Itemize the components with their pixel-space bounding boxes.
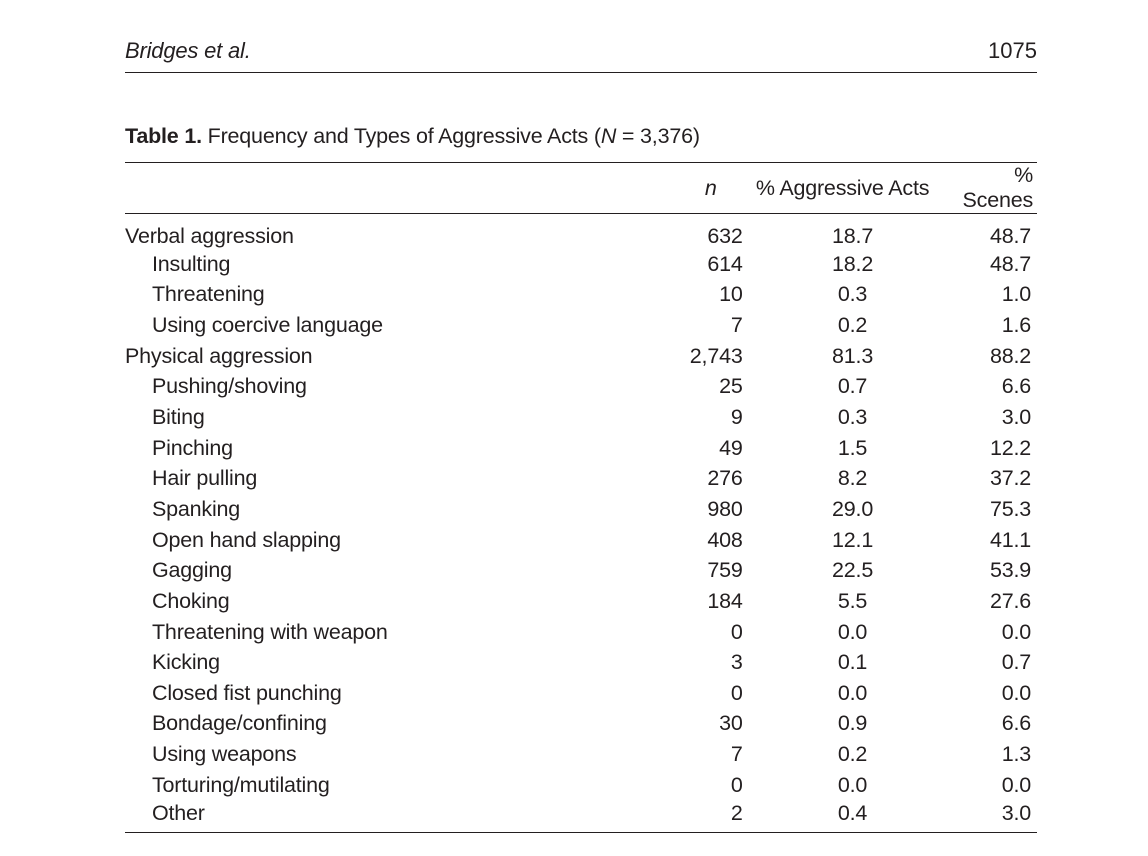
row-label: Threatening <box>152 282 265 307</box>
row-pct-scenes-value: 3.0 <box>1001 405 1031 430</box>
row-label: Verbal aggression <box>125 224 294 248</box>
row-pct-acts-value: 0.0 <box>837 619 868 644</box>
table-header <box>125 163 1037 214</box>
row-pct-acts-value: 0.3 <box>837 282 868 307</box>
row-n-value: 3 <box>730 650 743 675</box>
row-n-value: 10 <box>719 282 743 307</box>
row-pct-scenes-value: 48.7 <box>989 251 1031 276</box>
row-label: Choking <box>152 588 230 613</box>
row-pct-scenes-value: 3.0 <box>1001 800 1031 825</box>
table-caption-tail: = 3,376) <box>616 124 700 148</box>
row-pct-scenes-value: 1.3 <box>1001 742 1031 767</box>
table-row <box>125 214 1037 250</box>
row-label: Insulting <box>152 251 231 276</box>
row-label: Closed fist punching <box>152 680 342 705</box>
row-label: Pushing/shoving <box>152 374 307 399</box>
row-n-value: 2 <box>730 800 743 825</box>
row-label: Open hand slapping <box>152 527 341 552</box>
table-row <box>125 678 1037 709</box>
row-n-value: 632 <box>707 224 743 248</box>
row-pct-scenes-value: 48.7 <box>989 224 1031 248</box>
row-pct-scenes-value: 53.9 <box>989 558 1031 583</box>
row-pct-acts-value: 1.5 <box>837 435 868 460</box>
row-label: Biting <box>152 405 205 430</box>
row-pct-scenes-value: 1.0 <box>1001 282 1031 307</box>
page-header <box>125 34 1037 73</box>
row-n-value: 408 <box>707 527 743 552</box>
row-pct-scenes-value: 27.6 <box>989 588 1031 613</box>
table-caption <box>125 124 700 149</box>
row-pct-acts-value: 81.3 <box>832 343 874 368</box>
row-pct-acts-value: 0.0 <box>837 680 868 705</box>
row-pct-scenes-value: 6.6 <box>1001 711 1031 736</box>
row-label: Threatening with weapon <box>152 619 388 644</box>
row-n-value: 49 <box>719 435 743 460</box>
table-caption-label: Table 1. <box>125 124 202 148</box>
row-pct-scenes-value: 0.0 <box>1001 680 1031 705</box>
row-label: Torturing/mutilating <box>152 772 330 797</box>
column-header-pct-scenes: % Scenes <box>962 163 1034 212</box>
row-n-value: 184 <box>707 588 743 613</box>
table-row <box>125 586 1037 617</box>
table-body <box>125 214 1037 833</box>
row-pct-acts-value: 0.2 <box>837 313 868 338</box>
table-row <box>125 402 1037 433</box>
row-pct-scenes-value: 0.0 <box>1001 772 1031 797</box>
table-row <box>125 617 1037 648</box>
row-pct-acts-value: 5.5 <box>837 588 868 613</box>
table-row <box>125 494 1037 525</box>
row-n-value: 276 <box>707 466 743 491</box>
table-row <box>125 709 1037 740</box>
row-n-value: 30 <box>719 711 743 736</box>
row-pct-scenes-value: 12.2 <box>989 435 1031 460</box>
row-pct-acts-value: 12.1 <box>832 527 874 552</box>
row-pct-acts-value: 8.2 <box>837 466 868 491</box>
table-row <box>125 280 1037 311</box>
column-header-label <box>125 163 512 214</box>
row-pct-acts-value: 0.2 <box>837 742 868 767</box>
row-pct-acts-value: 18.2 <box>832 251 874 276</box>
row-n-value: 25 <box>719 374 743 399</box>
row-pct-acts-value: 29.0 <box>832 496 874 521</box>
row-pct-acts-value: 18.7 <box>832 224 874 248</box>
table-row <box>125 555 1037 586</box>
row-pct-scenes-value: 0.7 <box>1001 650 1031 675</box>
row-pct-acts-value: 0.0 <box>837 772 868 797</box>
table-row <box>125 372 1037 403</box>
row-label: Using weapons <box>152 742 297 767</box>
row-label: Using coercive language <box>152 313 383 338</box>
row-label: Hair pulling <box>152 466 258 491</box>
row-pct-scenes-value: 41.1 <box>989 527 1031 552</box>
column-header-pct-acts: % Aggressive Acts <box>755 175 930 200</box>
row-label: Gagging <box>152 558 232 583</box>
row-n-value: 0 <box>730 680 743 705</box>
row-pct-scenes-value: 75.3 <box>989 496 1031 521</box>
row-n-value: 614 <box>707 251 743 276</box>
row-pct-acts-value: 0.7 <box>837 374 868 399</box>
table-header-row <box>125 163 1037 214</box>
table-caption-text: Frequency and Types of Aggressive Acts ( <box>201 124 601 148</box>
row-pct-acts-value: 22.5 <box>832 558 874 583</box>
row-n-value: 7 <box>730 313 743 338</box>
row-n-value: 759 <box>707 558 743 583</box>
table-row <box>125 341 1037 372</box>
table-row <box>125 739 1037 770</box>
row-pct-acts-value: 0.3 <box>837 405 868 430</box>
row-pct-scenes-value: 88.2 <box>989 343 1031 368</box>
row-n-value: 2,743 <box>689 343 743 368</box>
table-row <box>125 463 1037 494</box>
table-row <box>125 770 1037 801</box>
row-pct-scenes-value: 0.0 <box>1001 619 1031 644</box>
table-row <box>125 801 1037 833</box>
aggressive-acts-table <box>125 162 1037 833</box>
table-row <box>125 647 1037 678</box>
running-head: Bridges et al. <box>125 38 251 63</box>
row-label: Other <box>152 800 205 825</box>
data-table-container <box>125 162 1037 833</box>
row-n-value: 0 <box>730 619 743 644</box>
row-pct-acts-value: 0.4 <box>837 800 868 825</box>
row-n-value: 0 <box>730 772 743 797</box>
page-number: 1075 <box>988 38 1037 63</box>
row-pct-acts-value: 0.1 <box>837 650 868 675</box>
column-header-n: n <box>704 175 717 200</box>
row-n-value: 980 <box>707 496 743 521</box>
row-label: Spanking <box>152 496 241 521</box>
table-row <box>125 310 1037 341</box>
row-label: Bondage/confining <box>152 711 327 736</box>
row-n-value: 9 <box>730 405 743 430</box>
table-row <box>125 525 1037 556</box>
row-label: Pinching <box>152 435 233 460</box>
table-row <box>125 249 1037 280</box>
row-pct-scenes-value: 37.2 <box>989 466 1031 491</box>
table-row <box>125 433 1037 464</box>
row-pct-scenes-value: 1.6 <box>1001 313 1031 338</box>
row-label: Kicking <box>152 650 220 675</box>
row-pct-scenes-value: 6.6 <box>1001 374 1031 399</box>
row-n-value: 7 <box>730 742 743 767</box>
row-pct-acts-value: 0.9 <box>837 711 868 736</box>
table-caption-stat: N <box>600 124 617 148</box>
row-label: Physical aggression <box>125 343 313 368</box>
